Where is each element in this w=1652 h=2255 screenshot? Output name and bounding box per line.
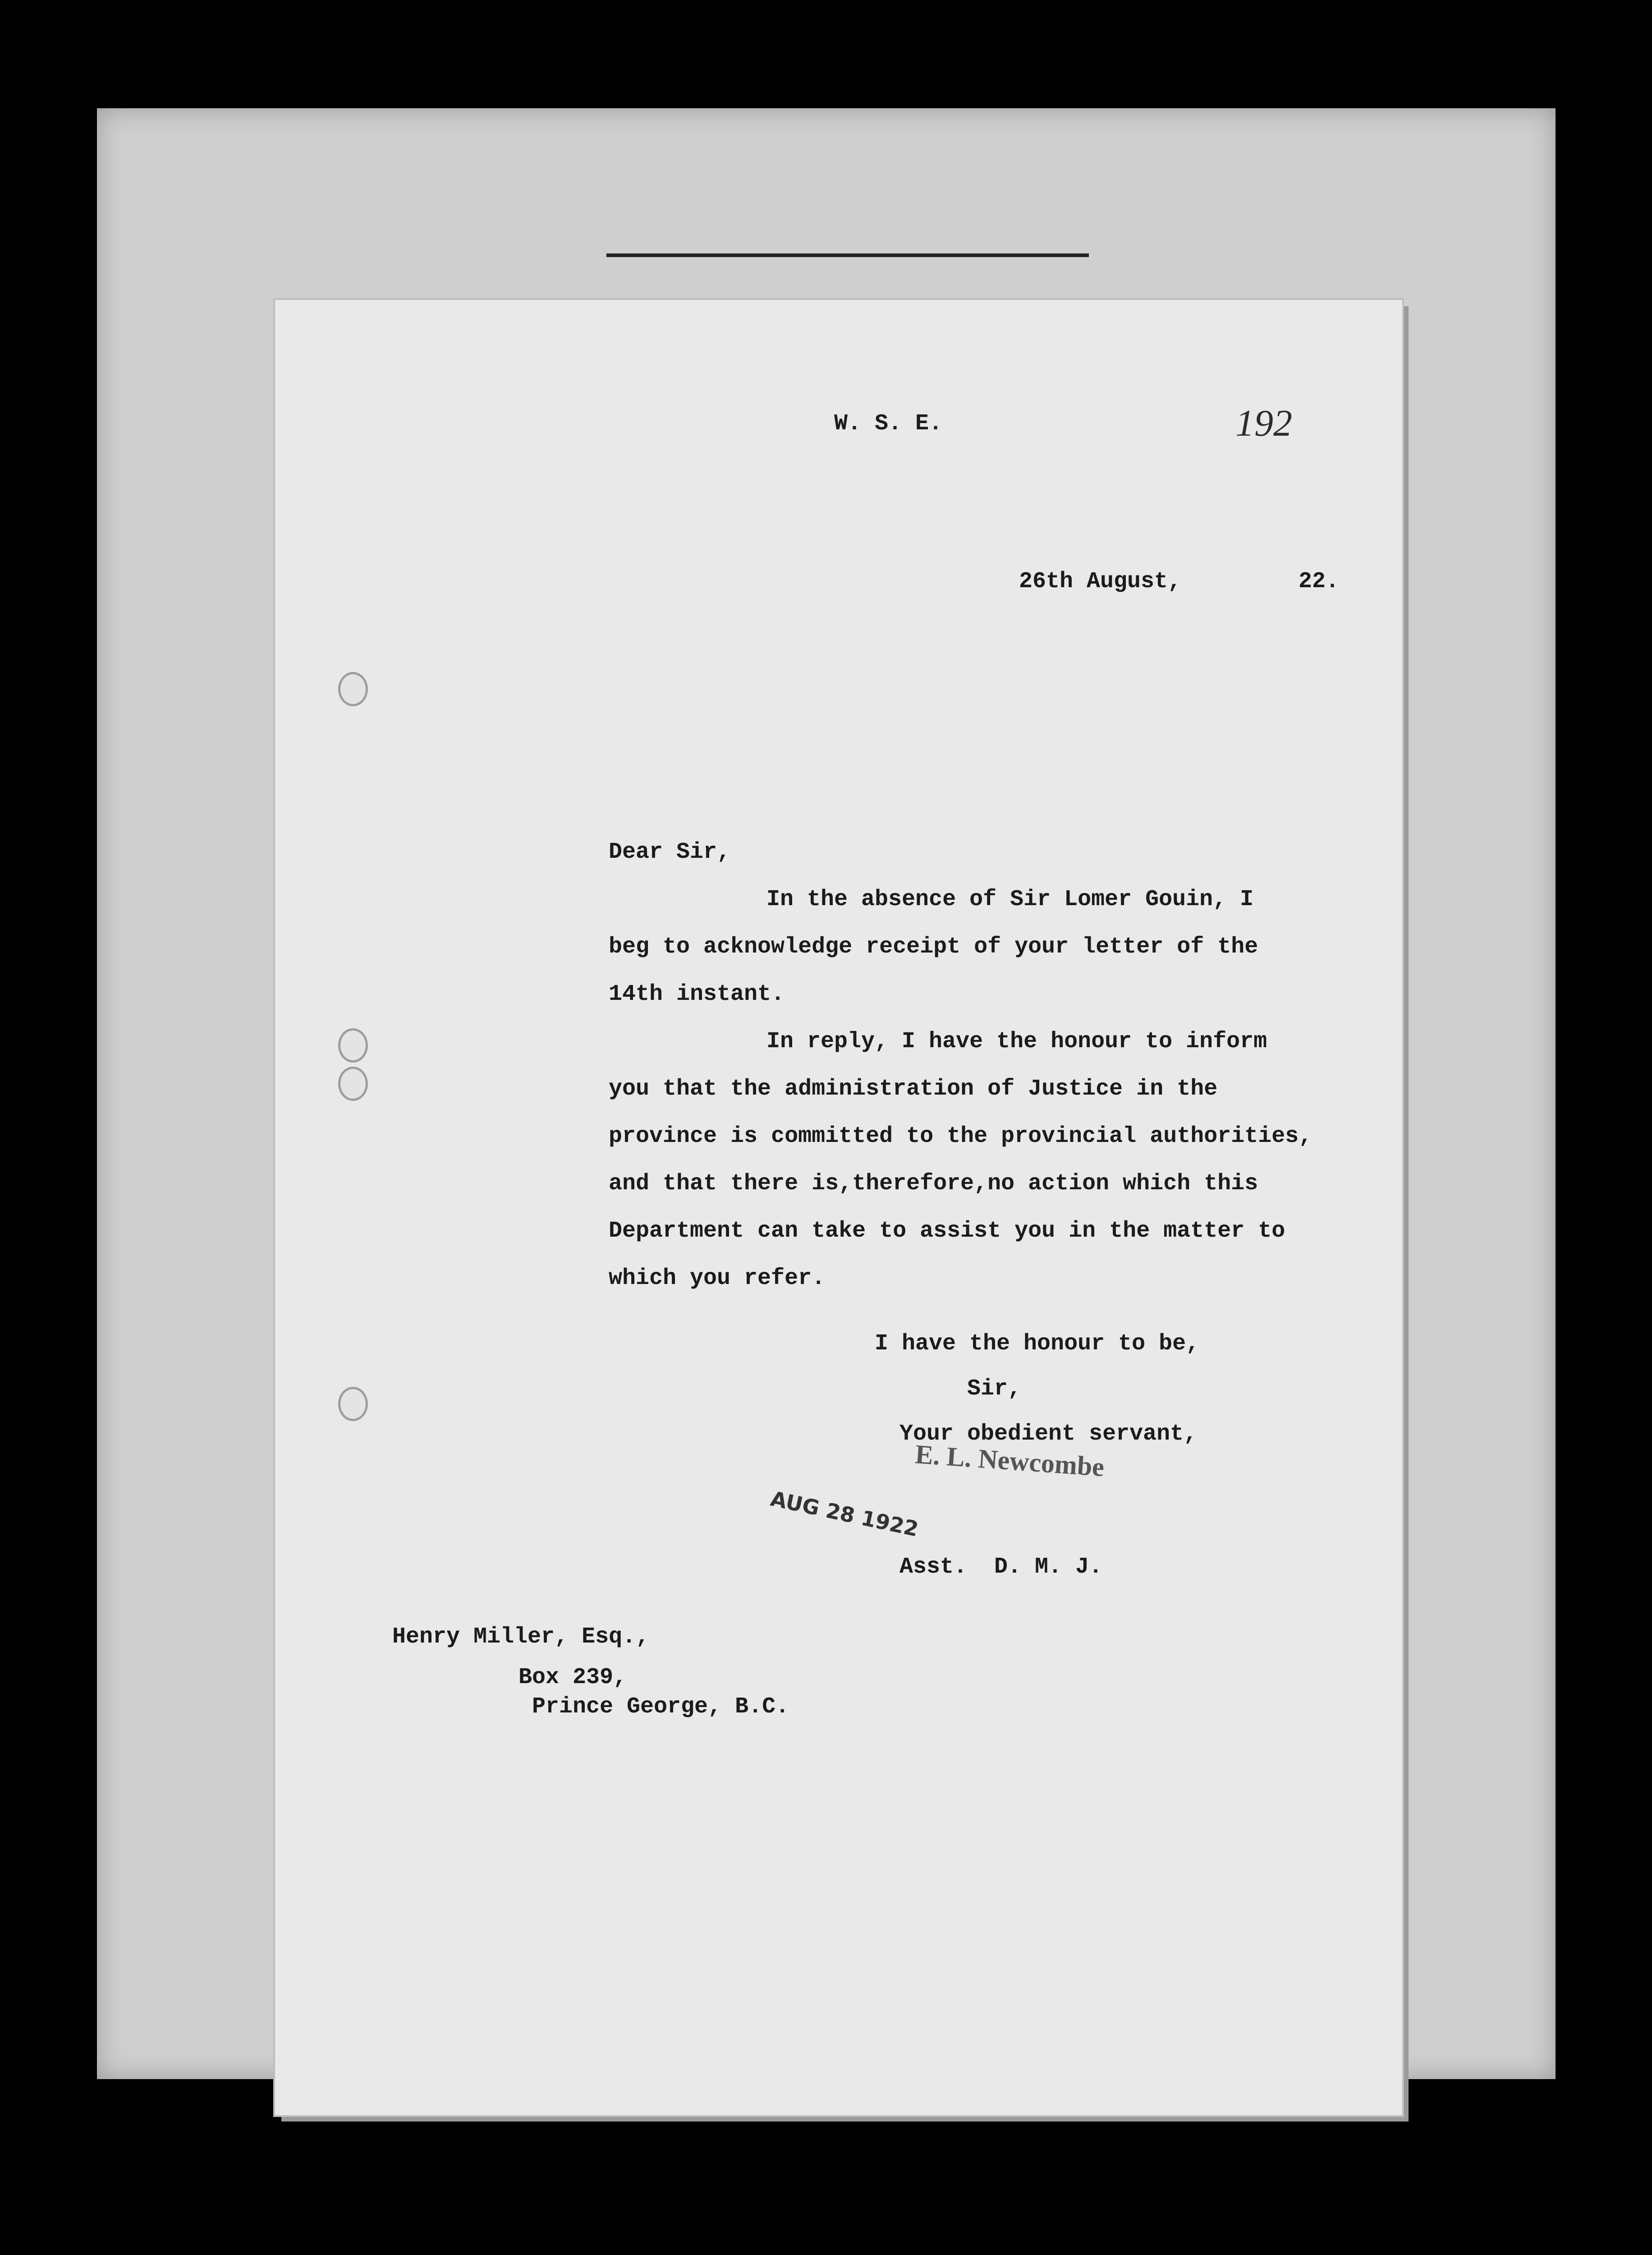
punch-hole (338, 1067, 368, 1101)
body-line: 14th instant. (609, 981, 785, 1007)
recipient-address: Prince George, B.C. (532, 1694, 789, 1720)
signature-stamp: E. L. Newcombe (914, 1439, 1106, 1482)
body-line: you that the administration of Justice in the (609, 1076, 1218, 1102)
body-line: In reply, I have the honour to inform (766, 1029, 1267, 1054)
body-line: Department can take to assist you in the matter to (609, 1218, 1285, 1244)
body-line: which you refer. (609, 1266, 826, 1291)
punch-hole (338, 672, 368, 706)
punch-hole (338, 1028, 368, 1063)
salutation: Dear Sir, (609, 839, 731, 865)
letter-page (275, 300, 1402, 2115)
punch-hole (338, 1387, 368, 1421)
received-date-stamp: AUG 28 1922 (768, 1486, 921, 1542)
body-line: beg to acknowledge receipt of your letter of the (609, 934, 1258, 960)
body-line: province is committed to the provincial authorities, (609, 1123, 1312, 1149)
recipient-name: Henry Miller, Esq., (392, 1624, 650, 1650)
signer-title: Asst. D. M. J. (899, 1554, 1103, 1580)
closing-line: Sir, (967, 1376, 1022, 1402)
body-line: and that there is,therefore,no action which this (609, 1171, 1258, 1197)
page-number: 192 (1235, 402, 1292, 444)
closing-line: Your obedient servant, (899, 1421, 1198, 1447)
reference-initials: W. S. E. (834, 411, 943, 437)
closing-line: I have the honour to be, (875, 1331, 1200, 1357)
letter-year: 22. (1299, 569, 1340, 594)
recipient-address: Box 239, (519, 1665, 627, 1690)
body-line: In the absence of Sir Lomer Gouin, I (766, 887, 1254, 912)
top-rule (606, 253, 1089, 257)
letter-date: 26th August, (1019, 569, 1182, 594)
